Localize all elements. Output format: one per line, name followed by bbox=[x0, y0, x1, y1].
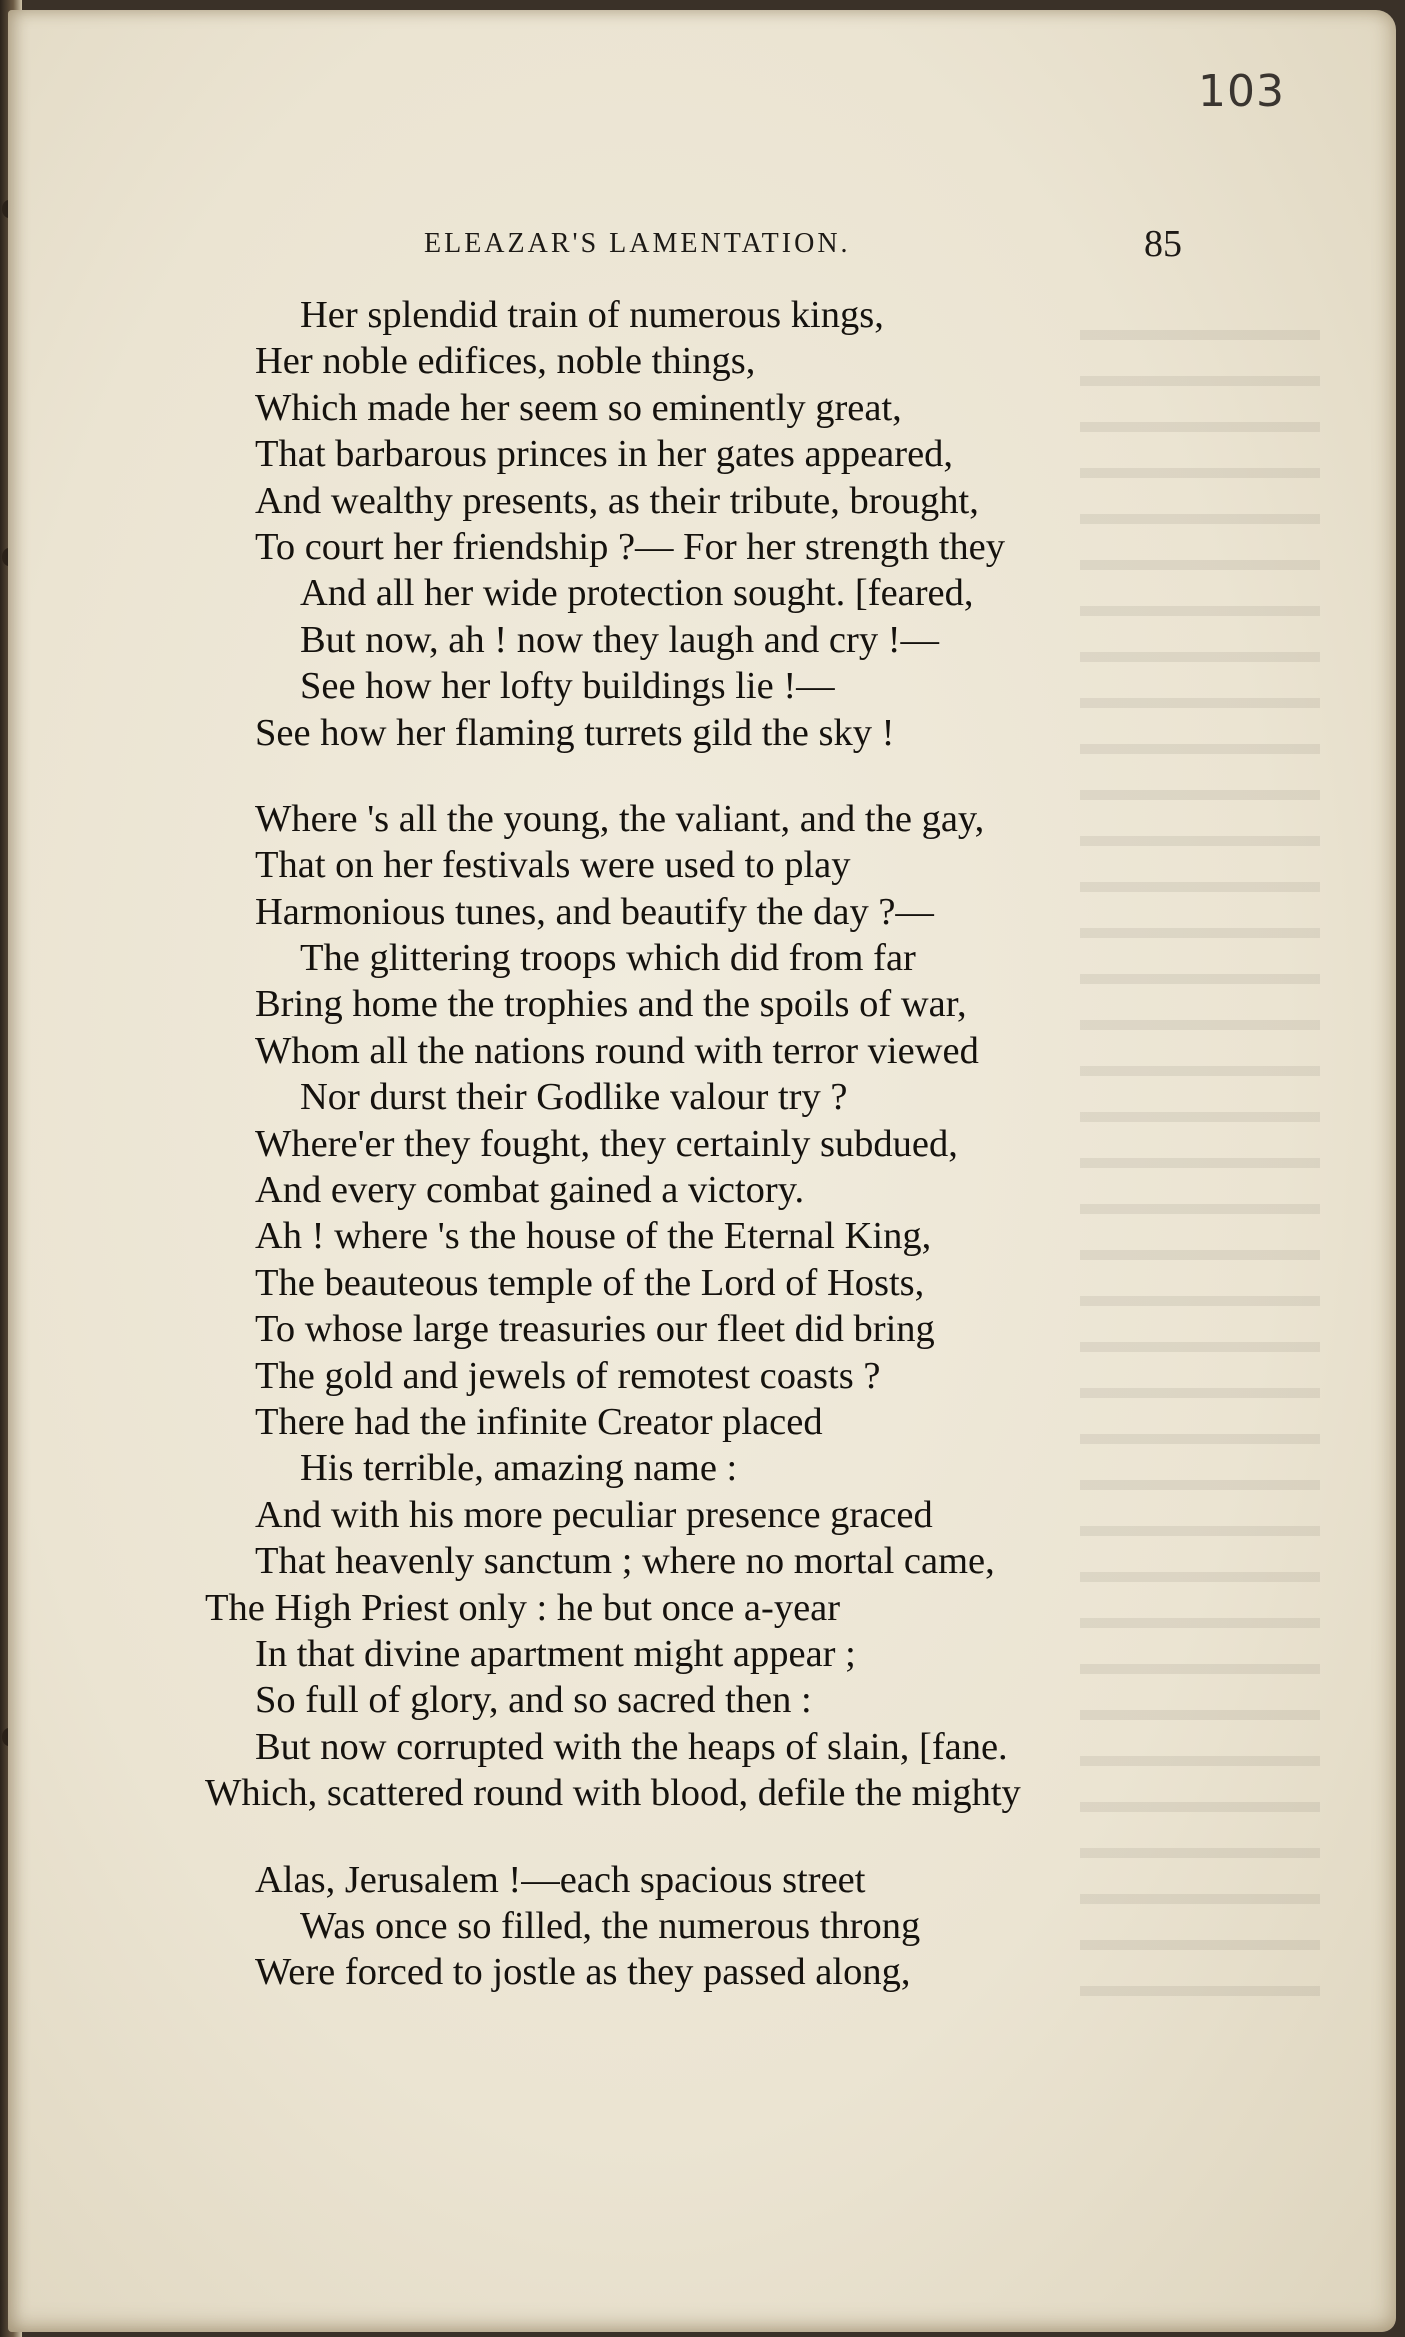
poem-line: See how her lofty buildings lie !— bbox=[300, 665, 835, 708]
poem-line: And wealthy presents, as their tribute, brought, bbox=[255, 479, 979, 522]
poem-line: Her splendid train of numerous kings, bbox=[300, 294, 884, 336]
poem-line: But now corrupted with the heaps of slain, [fane. bbox=[255, 1725, 1008, 1768]
poem-line: To whose large treasuries our fleet did bring bbox=[255, 1308, 935, 1351]
poem-line: The beauteous temple of the Lord of Hosts, bbox=[255, 1261, 925, 1304]
poem-line: But now, ah ! now they laugh and cry !— bbox=[300, 618, 940, 661]
stanza bbox=[205, 292, 1205, 756]
poem-line: And every combat gained a victory. bbox=[255, 1169, 805, 1212]
poem-line: There had the infinite Creator placed bbox=[255, 1400, 823, 1443]
poem-line: Where 's all the young, the valiant, and the gay, bbox=[255, 797, 985, 840]
poem-line: Alas, Jerusalem !—each spacious street bbox=[255, 1858, 866, 1901]
poem-line: Bring home the trophies and the spoils of war, bbox=[255, 983, 967, 1026]
poem-line: In that divine apartment might appear ; bbox=[255, 1632, 856, 1675]
poem-line: His terrible, amazing name : bbox=[300, 1447, 738, 1490]
poem-line: Her noble edifices, noble things, bbox=[255, 340, 756, 383]
poem-line: See how her flaming turrets gild the sky ! bbox=[255, 711, 895, 754]
poem-line: So full of glory, and so sacred then : bbox=[255, 1679, 812, 1722]
stanza bbox=[205, 1857, 1205, 1996]
poem-line: Harmonious tunes, and beautify the day ?— bbox=[255, 890, 934, 933]
running-title: ELEAZAR'S LAMENTATION. bbox=[424, 228, 851, 259]
poem-line: Which, scattered round with blood, defile the mighty bbox=[205, 1772, 1021, 1815]
poem-line: The gold and jewels of remotest coasts ? bbox=[255, 1354, 881, 1397]
poem-text bbox=[205, 292, 1205, 1996]
poem-line: Whom all the nations round with terror viewed bbox=[255, 1029, 979, 1072]
poem-line: Which made her seem so eminently great, bbox=[255, 386, 902, 429]
poem-line: That barbarous princes in her gates appeared, bbox=[255, 433, 954, 476]
stanza bbox=[205, 796, 1205, 1817]
handwritten-folio-number: 103 bbox=[1198, 66, 1285, 117]
poem-line: The High Priest only : he but once a-year bbox=[205, 1586, 841, 1629]
poem-line: Were forced to jostle as they passed along, bbox=[255, 1951, 911, 1994]
poem-line: Was once so filled, the numerous throng bbox=[300, 1904, 921, 1947]
poem-line: Where'er they fought, they certainly subdued, bbox=[255, 1122, 958, 1165]
poem-line: And all her wide protection sought. [feared, bbox=[300, 572, 974, 615]
poem-line: And with his more peculiar presence graced bbox=[255, 1493, 933, 1536]
page-number: 85 bbox=[1144, 223, 1182, 265]
poem-line: To court her friendship ?— For her strength they bbox=[255, 525, 1005, 568]
poem-line: That on her festivals were used to play bbox=[255, 844, 851, 887]
poem-line: That heavenly sanctum ; where no mortal came, bbox=[255, 1540, 995, 1583]
poem-line: Ah ! where 's the house of the Eternal King, bbox=[255, 1215, 932, 1258]
poem-line: The glittering troops which did from far bbox=[300, 937, 916, 980]
poem-line: Nor durst their Godlike valour try ? bbox=[300, 1076, 848, 1119]
